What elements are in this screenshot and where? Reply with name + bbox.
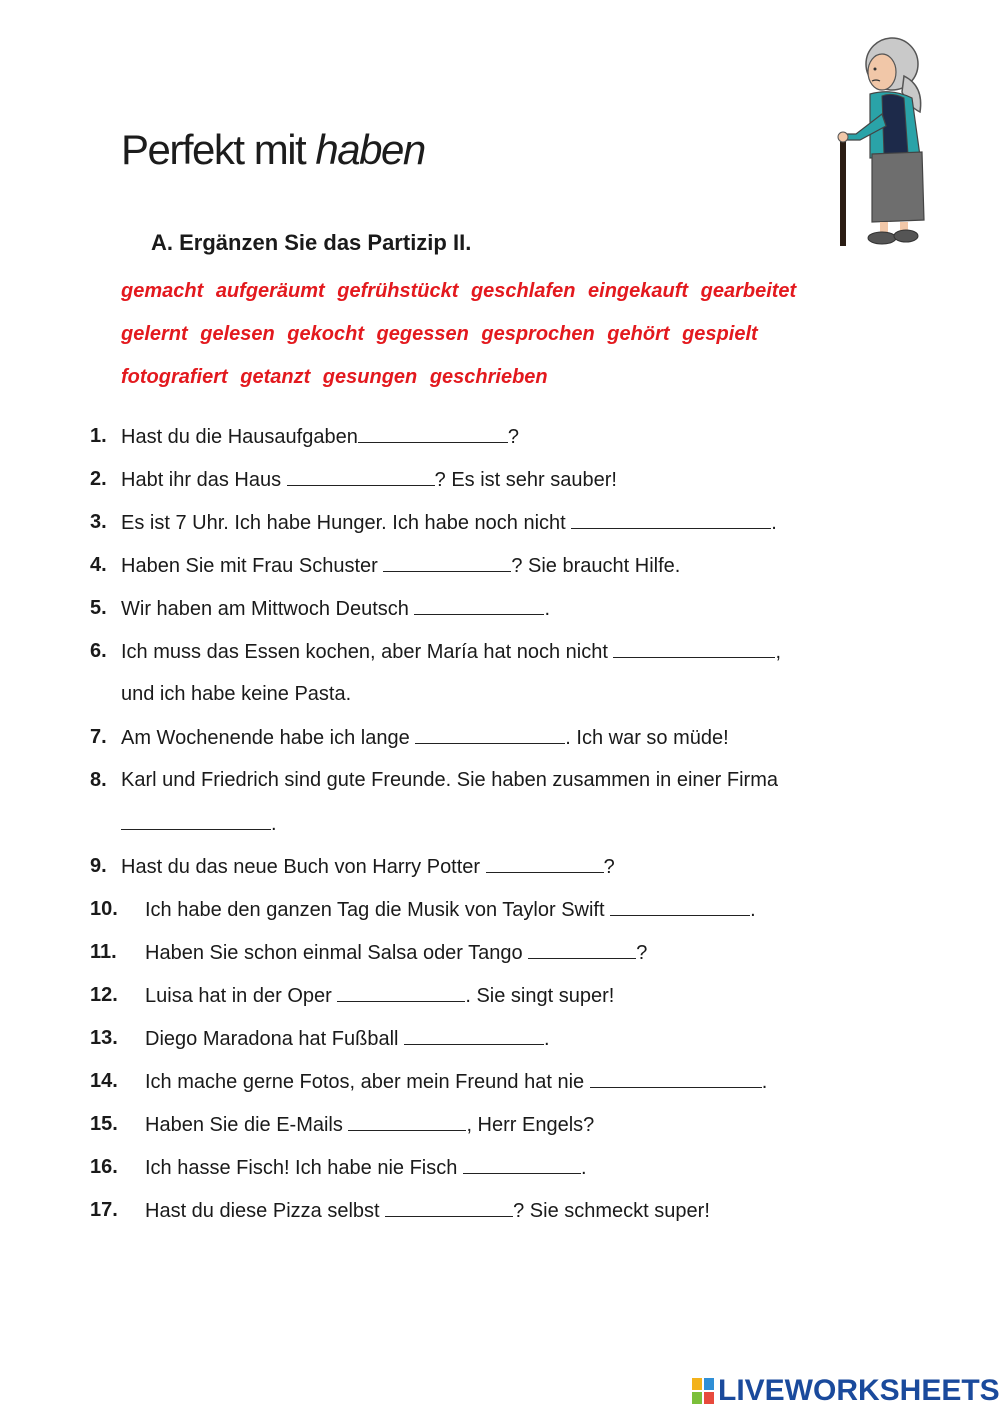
exercise-text-end: . bbox=[544, 598, 550, 620]
exercise-text: Hast du die Hausaufgaben bbox=[121, 426, 358, 448]
exercise-text: Ich mache gerne Fotos, aber mein Freund hat nie bbox=[145, 1071, 590, 1093]
exercise-number: 10. bbox=[90, 898, 118, 920]
exercise-text-end: . bbox=[750, 899, 756, 921]
word-bank-item: aufgeräumt bbox=[215, 280, 325, 302]
exercise-item bbox=[121, 596, 550, 621]
exercise-item bbox=[145, 983, 614, 1008]
exercise-number: 1. bbox=[90, 425, 107, 447]
answer-blank[interactable] bbox=[528, 940, 636, 959]
exercise-item bbox=[145, 1026, 550, 1051]
exercise-item bbox=[121, 467, 617, 492]
word-bank-item: gesungen bbox=[322, 366, 418, 388]
exercise-text: Ich habe den ganzen Tag die Musik von Taylor Swift bbox=[145, 899, 611, 921]
word-bank-item: gelesen bbox=[200, 323, 275, 345]
answer-blank[interactable] bbox=[590, 1069, 762, 1088]
word-bank-row bbox=[121, 366, 921, 409]
word-bank-item: gesprochen bbox=[481, 323, 595, 345]
word-bank-item: geschrieben bbox=[429, 366, 548, 388]
exercise-item: Karl und Friedrich sind gute Freunde. Sie haben zusammen in einer Firma bbox=[121, 769, 778, 791]
exercise-item bbox=[121, 854, 615, 879]
exercise-text-end: ? bbox=[603, 856, 615, 878]
word-bank bbox=[121, 280, 921, 409]
exercise-text-end: . Ich war so müde! bbox=[565, 727, 729, 749]
word-bank-item: gemacht bbox=[121, 280, 204, 302]
word-bank-item: gelernt bbox=[121, 323, 188, 345]
exercise-text: Diego Maradona hat Fußball bbox=[145, 1028, 405, 1050]
exercise-number: 13. bbox=[90, 1027, 118, 1049]
word-bank-item: geschlafen bbox=[470, 280, 576, 302]
exercise-text-end: . Sie singt super! bbox=[465, 985, 615, 1007]
exercise-item bbox=[145, 940, 647, 965]
answer-blank[interactable] bbox=[337, 983, 465, 1002]
word-bank-item: gehört bbox=[607, 323, 670, 345]
exercise-text: Hast du das neue Buch von Harry Potter bbox=[121, 856, 486, 878]
exercise-number: 8. bbox=[90, 769, 107, 791]
exercise-number: 6. bbox=[90, 640, 107, 662]
exercise-text-end: . bbox=[271, 813, 277, 835]
word-bank-item: fotografiert bbox=[121, 366, 228, 388]
title-italic: haben bbox=[315, 126, 425, 173]
exercise-number: 7. bbox=[90, 726, 107, 748]
exercise-text: Haben Sie schon einmal Salsa oder Tango bbox=[145, 942, 529, 964]
answer-blank[interactable] bbox=[613, 639, 775, 658]
exercise-item bbox=[121, 639, 781, 664]
exercise-number: 4. bbox=[90, 554, 107, 576]
word-bank-item: gekocht bbox=[287, 323, 364, 345]
exercise-item bbox=[145, 897, 756, 922]
word-bank-item: getanzt bbox=[240, 366, 311, 388]
exercise-number: 14. bbox=[90, 1070, 118, 1092]
answer-blank[interactable] bbox=[348, 1112, 466, 1131]
exercise-text-end: ? Sie schmeckt super! bbox=[513, 1200, 710, 1222]
word-bank-row bbox=[121, 280, 921, 323]
exercise-text: Es ist 7 Uhr. Ich habe Hunger. Ich habe noch nicht bbox=[121, 512, 572, 534]
exercise-item-cont bbox=[121, 811, 277, 836]
answer-blank[interactable] bbox=[414, 596, 544, 615]
exercise-item bbox=[121, 725, 729, 750]
exercise-text-end: . bbox=[771, 512, 777, 534]
exercise-number: 17. bbox=[90, 1199, 118, 1221]
exercise-text: Luisa hat in der Oper bbox=[145, 985, 338, 1007]
answer-blank[interactable] bbox=[385, 1198, 513, 1217]
word-bank-row bbox=[121, 323, 921, 366]
word-bank-item: gespielt bbox=[682, 323, 758, 345]
exercise-text-end: , bbox=[775, 641, 782, 663]
exercise-text: Hast du diese Pizza selbst bbox=[145, 1200, 386, 1222]
word-bank-item: eingekauft bbox=[588, 280, 689, 302]
title-main: Perfekt mit bbox=[121, 126, 316, 173]
answer-blank[interactable] bbox=[571, 510, 771, 529]
answer-blank[interactable] bbox=[610, 897, 750, 916]
page-title bbox=[121, 126, 425, 174]
exercise-number: 5. bbox=[90, 597, 107, 619]
liveworksheets-logo-icon bbox=[692, 1378, 714, 1404]
answer-blank[interactable] bbox=[415, 725, 565, 744]
answer-blank[interactable] bbox=[358, 424, 508, 443]
exercise-item bbox=[145, 1069, 767, 1094]
answer-blank[interactable] bbox=[383, 553, 511, 572]
exercise-number: 2. bbox=[90, 468, 107, 490]
word-bank-item: gefrühstückt bbox=[337, 280, 459, 302]
exercise-number: 15. bbox=[90, 1113, 118, 1135]
exercise-text-end: . bbox=[761, 1071, 768, 1093]
exercise-text-end: ? Es ist sehr sauber! bbox=[434, 469, 617, 491]
grandmother-illustration bbox=[826, 36, 930, 248]
exercise-text: Haben Sie die E-Mails bbox=[145, 1114, 349, 1136]
exercise-item bbox=[121, 553, 680, 578]
section-heading: A. Ergänzen Sie das Partizip II. bbox=[151, 230, 472, 255]
exercise-item bbox=[145, 1155, 587, 1180]
answer-blank[interactable] bbox=[463, 1155, 581, 1174]
exercise-item bbox=[121, 424, 519, 449]
answer-blank[interactable] bbox=[486, 854, 604, 873]
exercise-text-end: , Herr Engels? bbox=[466, 1114, 595, 1136]
exercise-number: 9. bbox=[90, 855, 107, 877]
exercise-text-end: . bbox=[544, 1028, 550, 1050]
exercise-text: Habt ihr das Haus bbox=[121, 469, 287, 491]
exercise-text: Haben Sie mit Frau Schuster bbox=[121, 555, 384, 577]
exercise-text-end: . bbox=[580, 1157, 587, 1179]
exercise-text-end: ? bbox=[636, 942, 648, 964]
word-bank-item: gearbeitet bbox=[700, 280, 797, 302]
exercise-text: Am Wochenende habe ich lange bbox=[121, 727, 416, 749]
exercise-text: Ich muss das Essen kochen, aber María hat noch nicht bbox=[121, 641, 614, 663]
exercise-item bbox=[145, 1112, 594, 1137]
exercise-item bbox=[121, 510, 777, 535]
exercise-text-end: ? Sie braucht Hilfe. bbox=[511, 555, 681, 577]
exercise-number: 12. bbox=[90, 984, 118, 1006]
exercise-text-end: ? bbox=[507, 426, 519, 448]
exercise-number: 3. bbox=[90, 511, 107, 533]
word-bank-item: gegessen bbox=[376, 323, 469, 345]
exercise-number: 11. bbox=[90, 941, 117, 963]
exercise-text: Wir haben am Mittwoch Deutsch bbox=[121, 598, 415, 620]
exercise-continuation: und ich habe keine Pasta. bbox=[121, 683, 352, 705]
exercise-text: Ich hasse Fisch! Ich habe nie Fisch bbox=[145, 1157, 463, 1179]
answer-blank[interactable] bbox=[287, 467, 435, 486]
exercise-number: 16. bbox=[90, 1156, 118, 1178]
answer-blank[interactable] bbox=[404, 1026, 544, 1045]
exercise-item bbox=[145, 1198, 710, 1223]
footer-logo-text[interactable]: LIVEWORKSHEETS bbox=[718, 1374, 1000, 1407]
answer-blank[interactable] bbox=[121, 811, 271, 830]
